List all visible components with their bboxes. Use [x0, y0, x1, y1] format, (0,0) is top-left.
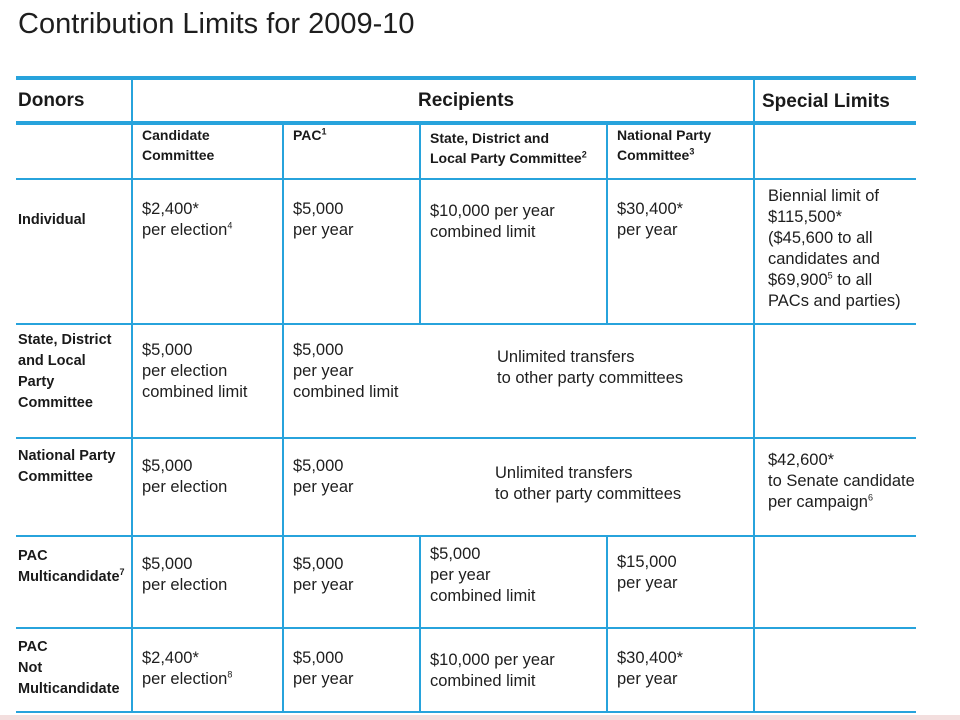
row-rule-1 — [16, 323, 916, 325]
national-party-candidate-limit: $5,000 per election — [142, 457, 228, 496]
individual-special-limit: Biennial limit of $115,500* ($45,600 to all candidates and $69,900$^5$ to all PACs and parties) — [768, 187, 901, 310]
table-top-rule — [16, 76, 916, 80]
col-rule-state-a — [419, 123, 421, 325]
pac-not-multi-candidate-limit: $2,400* per election$^8$ — [142, 649, 233, 688]
donor-pac-not-multicandidate: PAC Not Multicandidate — [18, 639, 120, 697]
national-party-transfers: Unlimited transfers to other party committees — [495, 464, 682, 503]
header-special-limits: Special Limits — [762, 91, 890, 112]
pac-multi-candidate-limit: $5,000 per election — [142, 555, 228, 594]
national-party-special-limit: $42,600* to Senate candidate per campaign$^6$ — [768, 451, 915, 511]
pac-multi-state-limit: $5,000 per year combined limit — [430, 545, 536, 605]
individual-candidate-limit: $2,400* per election$^4$ — [142, 200, 233, 239]
subheader-pac: PAC$^1$ — [293, 126, 327, 143]
row-rule-4 — [16, 627, 916, 629]
col-rule-pac — [282, 123, 284, 713]
pac-multi-national-limit: $15,000 per year — [617, 553, 678, 592]
individual-national-limit: $30,400* per year — [617, 200, 684, 239]
pac-not-multi-state-limit: $10,000 per year combined limit — [430, 651, 555, 690]
individual-state-limit: $10,000 per year combined limit — [430, 202, 555, 241]
row-rule-2 — [16, 437, 916, 439]
table-bottom-rule — [16, 711, 916, 713]
subheader-national-party: National Party Committee$^3$ — [617, 127, 712, 163]
state-party-transfers: Unlimited transfers to other party committees — [497, 348, 684, 387]
col-rule-state-b — [419, 536, 421, 713]
pac-not-multi-pac-limit: $5,000 per year — [293, 649, 354, 688]
col-rule-special — [753, 78, 755, 713]
col-rule-national-a — [606, 123, 608, 325]
donor-pac-multicandidate: PAC Multicandidate$^7$ — [18, 548, 125, 585]
state-party-candidate-limit: $5,000 per election combined limit — [142, 341, 248, 401]
col-rule-national-b — [606, 536, 608, 713]
page-title: Contribution Limits for 2009-10 — [18, 8, 415, 40]
donor-individual: Individual — [18, 212, 86, 228]
pac-multi-pac-limit: $5,000 per year — [293, 555, 354, 594]
individual-pac-limit: $5,000 per year — [293, 200, 354, 239]
subheader-rule — [16, 178, 916, 180]
col-rule-donors — [131, 78, 133, 713]
state-party-pac-limit: $5,000 per year combined limit — [293, 341, 399, 401]
subheader-candidate-committee: Candidate Committee — [142, 127, 215, 163]
donor-national-party: National Party Committee — [18, 448, 116, 485]
bottom-strip — [0, 715, 960, 720]
donor-state-party: State, District and Local Party Committee — [18, 332, 112, 411]
row-rule-3 — [16, 535, 916, 537]
pac-not-multi-national-limit: $30,400* per year — [617, 649, 684, 688]
subheader-state-party: State, District and Local Party Committee$^2$ — [430, 130, 587, 166]
header-recipients: Recipients — [418, 90, 515, 111]
national-party-pac-limit: $5,000 per year — [293, 457, 354, 496]
header-donors: Donors — [18, 90, 85, 111]
